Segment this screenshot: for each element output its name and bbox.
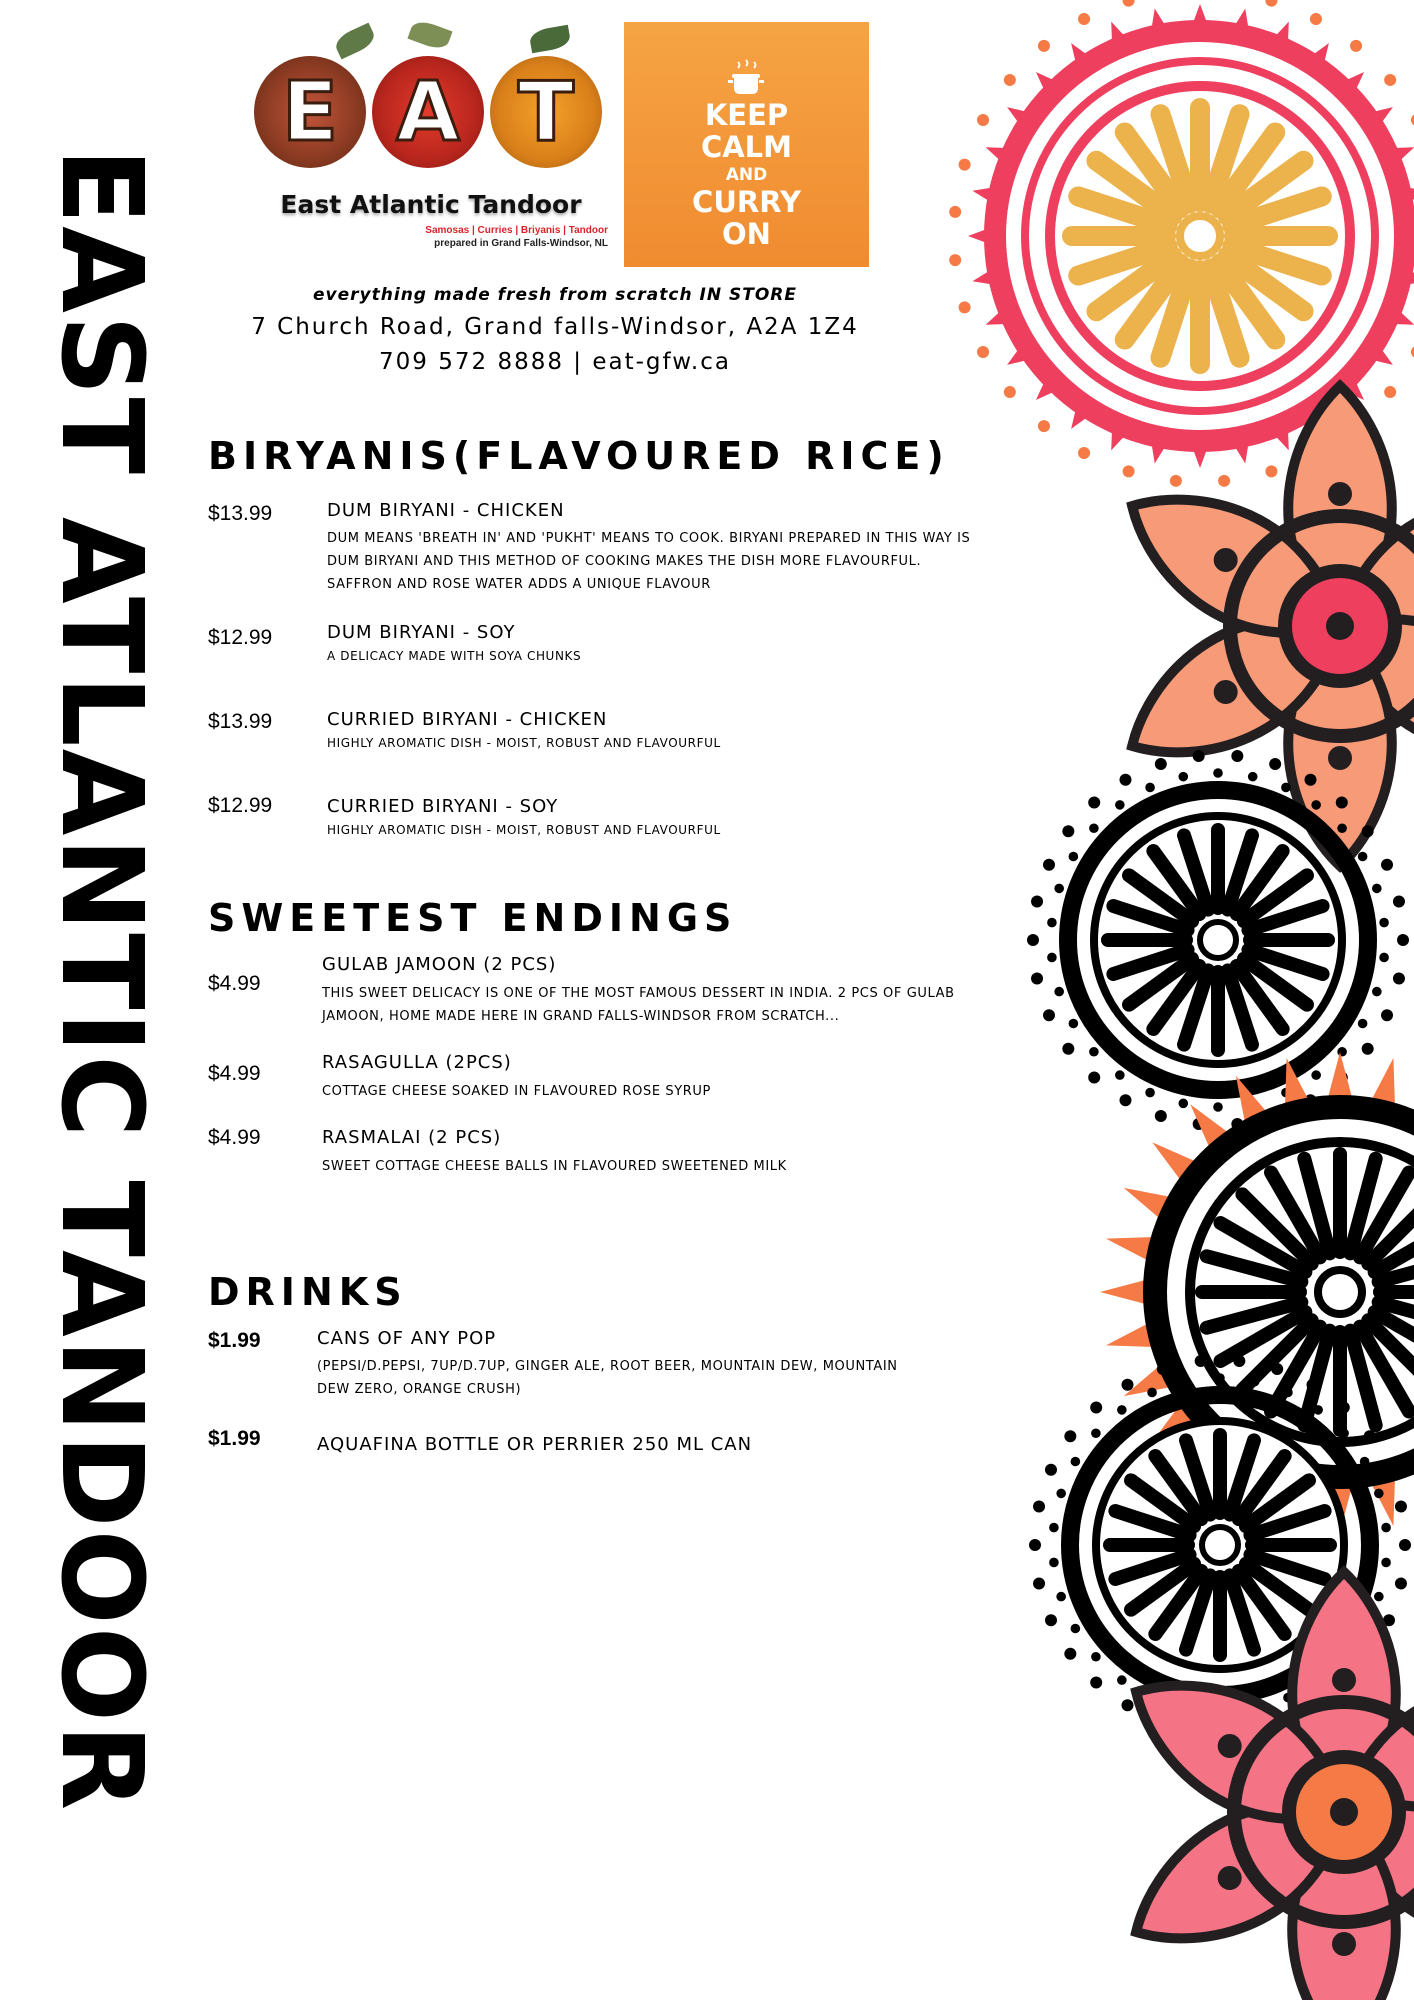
item-name: AQUAFINA BOTTLE OR PERRIER 250 ML CAN: [317, 1434, 753, 1455]
item-price: $4.99: [208, 972, 261, 995]
cooking-pot-icon: [728, 58, 764, 98]
contact-info: 709 572 8888 | eat-gfw.ca: [379, 349, 731, 375]
keep-calm-line-2: CALM: [700, 130, 793, 164]
item-name: DUM BIRYANI - SOY: [327, 622, 516, 643]
item-description: [327, 527, 1027, 596]
item-description: A DELICACY MADE WITH SOYA CHUNKS: [327, 649, 582, 663]
item-description-line: SAFFRON AND ROSE WATER ADDS A UNIQUE FLAVOUR: [327, 577, 711, 592]
section-title-biryanis: BIRYANIS(FLAVOURED RICE): [208, 434, 950, 478]
item-description: [322, 982, 1022, 1028]
item-description-line: (PEPSI/D.PEPSI, 7UP/D.7UP, GINGER ALE, ROOT BEER, MOUNTAIN DEW, MOUNTAIN: [317, 1359, 898, 1374]
logo-letter-t: T: [490, 56, 602, 168]
item-name: CURRIED BIRYANI - CHICKEN: [327, 709, 608, 730]
item-name: RASAGULLA (2PCS): [322, 1052, 512, 1073]
item-price: $13.99: [208, 502, 273, 525]
eat-logo: [250, 20, 610, 270]
keep-calm-line-4: CURRY: [692, 185, 801, 219]
item-price: $4.99: [208, 1062, 261, 1085]
item-description-line: DUM BIRYANI AND THIS METHOD OF COOKING MAKES THE DISH MORE FLAVOURFUL.: [327, 554, 922, 569]
logo-tagline: Samosas | Curries | Briyanis | Tandoor: [425, 225, 608, 236]
logo-location: prepared in Grand Falls-Windsor, NL: [434, 238, 608, 249]
item-description: COTTAGE CHEESE SOAKED IN FLAVOURED ROSE SYRUP: [322, 1084, 711, 1099]
keep-calm-line-3: AND: [725, 165, 768, 185]
item-price: $13.99: [208, 710, 273, 733]
leaf-decoration: [407, 18, 452, 52]
item-description: HIGHLY AROMATIC DISH - MOIST, ROBUST AND FLAVOURFUL: [327, 823, 721, 837]
logo-letter-e: E: [254, 56, 366, 168]
item-name: CURRIED BIRYANI - SOY: [327, 796, 559, 817]
tagline: everything made fresh from scratch IN STORE: [313, 285, 797, 305]
item-description-line: THIS SWEET DELICACY IS ONE OF THE MOST FAMOUS DESSERT IN INDIA. 2 PCS OF GULAB: [322, 986, 955, 1001]
keep-calm-line-1: KEEP: [704, 98, 789, 132]
item-price: $4.99: [208, 1126, 261, 1149]
item-price: $1.99: [208, 1427, 261, 1450]
leaf-decoration: [332, 23, 378, 60]
logo-letter-a: A: [372, 56, 484, 168]
mandala-decoration: [940, 0, 1414, 2000]
keep-calm-poster: [624, 22, 869, 267]
leaf-decoration: [528, 25, 571, 54]
item-name: CANS OF ANY POP: [317, 1328, 497, 1349]
item-price: $1.99: [208, 1329, 261, 1352]
item-description: SWEET COTTAGE CHEESE BALLS IN FLAVOURED SWEETENED MILK: [322, 1159, 787, 1174]
logo-name: East Atlantic Tandoor: [280, 190, 582, 219]
item-name: RASMALAI (2 PCS): [322, 1127, 502, 1148]
item-description-line: DUM MEANS 'BREATH IN' AND 'PUKHT' MEANS TO COOK. BIRYANI PREPARED IN THIS WAY IS: [327, 531, 971, 546]
item-description: HIGHLY AROMATIC DISH - MOIST, ROBUST AND FLAVOURFUL: [327, 736, 721, 750]
address: 7 Church Road, Grand falls-Windsor, A2A 1Z4: [251, 314, 859, 340]
item-description-line: JAMOON, HOME MADE HERE IN GRAND FALLS-WINDSOR FROM SCRATCH...: [322, 1009, 840, 1024]
item-name: DUM BIRYANI - CHICKEN: [327, 500, 565, 521]
item-name: GULAB JAMOON (2 PCS): [322, 954, 557, 975]
section-title-sweets: SWEETEST ENDINGS: [208, 896, 738, 940]
section-title-drinks: DRINKS: [208, 1270, 408, 1314]
item-description-line: DEW ZERO, ORANGE CRUSH): [317, 1382, 522, 1397]
item-description: [317, 1355, 1017, 1401]
keep-calm-line-5: ON: [722, 217, 771, 251]
vertical-brand-title-wrap: [36, 140, 166, 1820]
item-price: $12.99: [208, 626, 273, 649]
vertical-brand-title: EAST ATLANTIC TANDOOR: [36, 147, 166, 1813]
item-price: $12.99: [208, 794, 273, 817]
